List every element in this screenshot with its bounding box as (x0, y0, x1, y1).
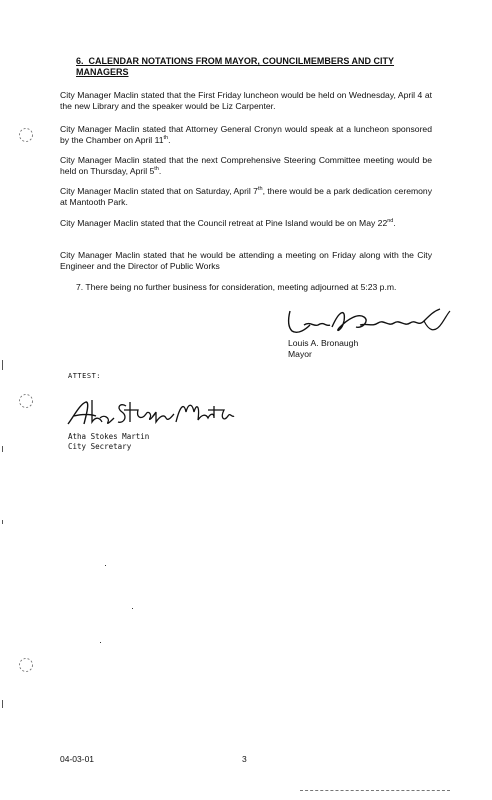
paragraph-tail: . (158, 166, 162, 176)
paragraph-tail: . (168, 135, 171, 145)
footer-date: 04-03-01 (60, 754, 95, 764)
mayor-block (288, 338, 358, 360)
scan-edge-mark (2, 446, 3, 452)
paragraph-text: City Manager Maclin stated that on Saturday, April 7 (60, 186, 258, 196)
scan-edge-mark (2, 700, 3, 708)
attest-label: ATTEST: (68, 372, 102, 380)
section-title: CALENDAR NOTATIONS FROM MAYOR, COUNCILMEMBERS AND CITY MANAGERS (76, 56, 395, 77)
punch-hole-bottom (17, 656, 35, 674)
adjournment-text: 7. There being no further business for consideration, meeting adjourned at 5:23 p.m. (76, 282, 397, 292)
paragraph-attorney-general (60, 124, 432, 146)
section-heading (76, 56, 436, 78)
paragraph-first-friday (60, 90, 432, 112)
paragraph-tail: . (393, 218, 396, 228)
section-number: 6. (76, 56, 84, 66)
ordinal-suffix: th (257, 186, 263, 193)
paragraph-steering-committee (60, 155, 432, 177)
paragraph-tail: , there would be a park dedication ceremony at Mantooth Park. (60, 186, 432, 207)
secretary-signature (64, 396, 236, 432)
secretary-name: Atha Stokes Martin (68, 432, 150, 441)
footer-page-number: 3 (242, 754, 247, 764)
scan-speck (100, 642, 101, 643)
secretary-title: City Secretary (68, 442, 132, 451)
paragraph-public-works-meeting (60, 250, 432, 272)
scan-speck (105, 565, 106, 566)
paragraph-text: City Manager Maclin stated that the next Comprehensive Steering Committee meeting would be held on Thursday, April 5 (60, 155, 432, 176)
paragraph-text: City Manager Maclin stated that the First Friday luncheon would be held on Wednesday, April 4 at the new Library and the speaker would be Liz Carpenter. (60, 90, 432, 111)
paragraph-text: City Manager Maclin stated that he would be attending a meeting on Friday along with the City Engineer and the Director of Public Works (60, 250, 432, 271)
ordinal-suffix: th (154, 166, 159, 173)
ordinal-suffix: nd (387, 218, 394, 225)
scan-bottom-rule (300, 790, 450, 792)
scan-speck (132, 608, 133, 609)
paragraph-text: City Manager Maclin stated that Attorney General Cronyn would speak at a luncheon sponsored by the Chamber on April 11 (60, 124, 432, 145)
punch-hole-top (17, 126, 35, 144)
paragraph-park-dedication (60, 186, 432, 208)
mayor-name: Louis A. Bronaugh (288, 338, 359, 348)
scan-edge-mark (2, 520, 3, 524)
paragraph-council-retreat (60, 218, 432, 229)
mayor-title: Mayor (288, 349, 312, 359)
secretary-block (68, 432, 149, 452)
paragraph-text: City Manager Maclin stated that the Council retreat at Pine Island would be on May 22 (60, 218, 388, 228)
punch-hole-middle (17, 392, 35, 410)
scan-edge-mark (2, 360, 3, 370)
ordinal-suffix: th (163, 135, 169, 142)
mayor-signature (284, 305, 454, 339)
